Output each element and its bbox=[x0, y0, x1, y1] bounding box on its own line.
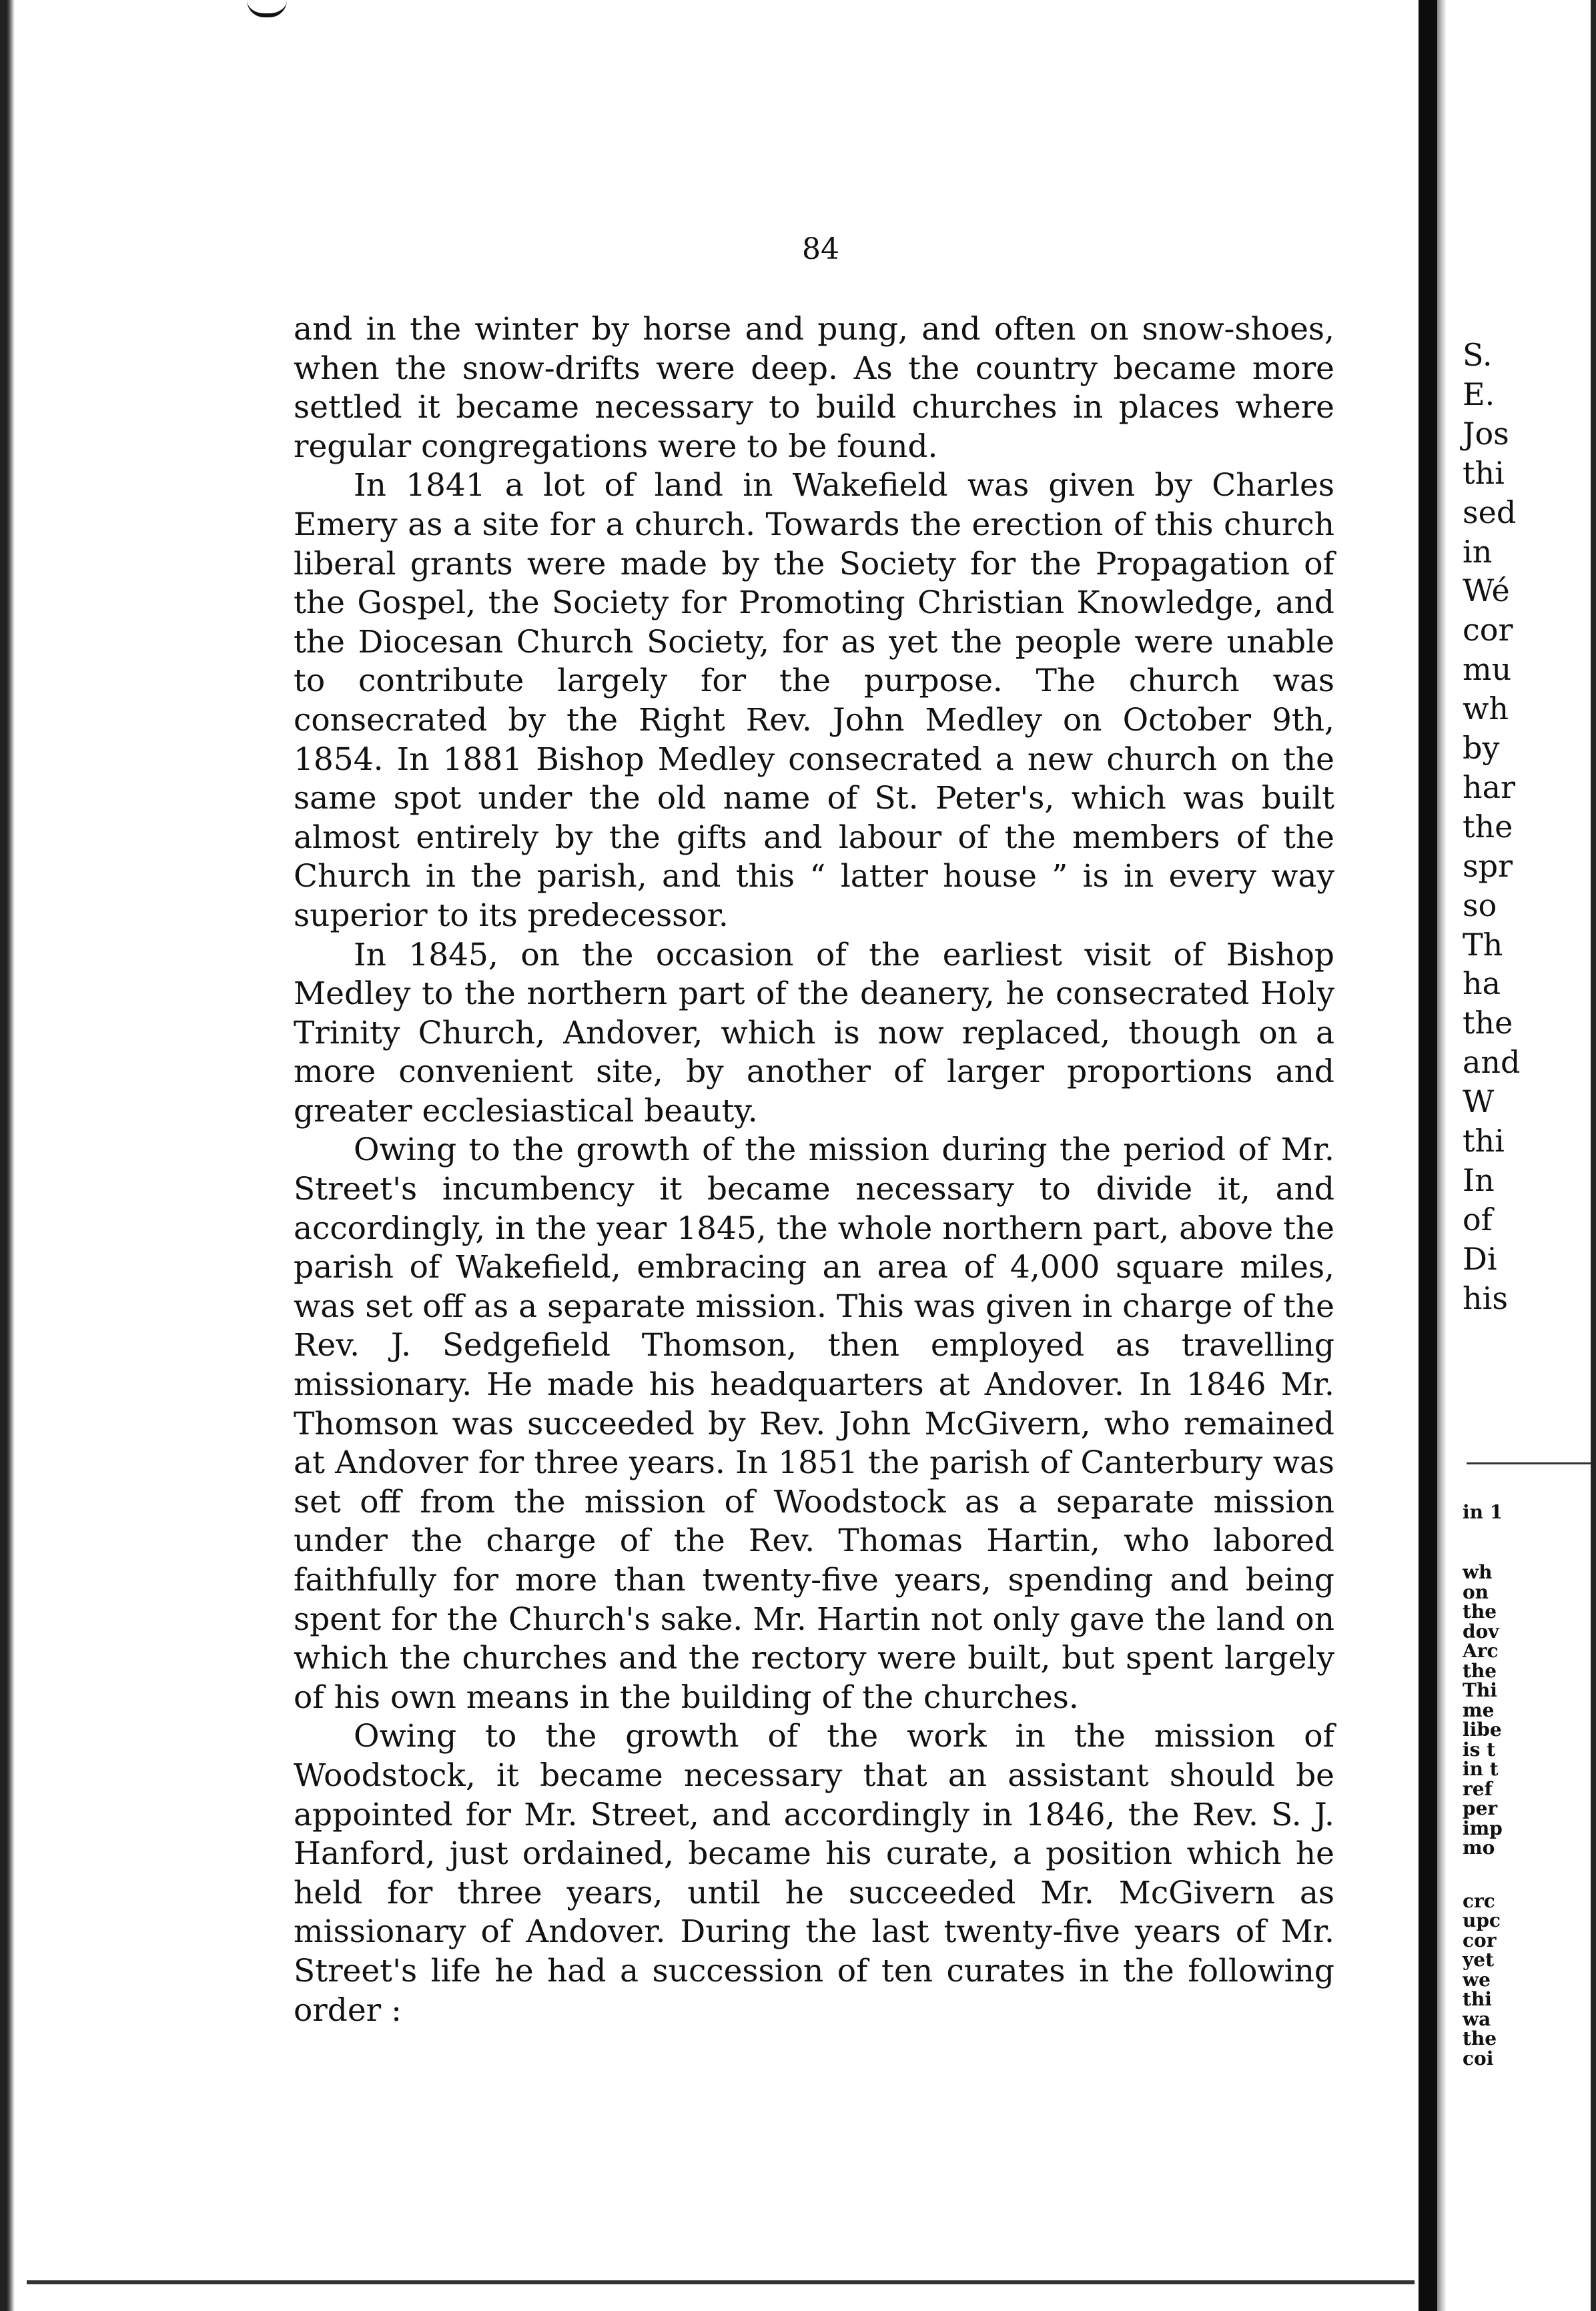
facing-page-line: sed bbox=[1463, 494, 1517, 530]
facing-page-line: in bbox=[1463, 533, 1493, 570]
facing-page-footnote-line: the bbox=[1463, 1600, 1497, 1623]
facing-page-footnote-line: Arc bbox=[1463, 1640, 1499, 1662]
facing-page-footnote-line: cor bbox=[1463, 1929, 1497, 1951]
scan-left-edge bbox=[0, 0, 15, 2311]
facing-page-line: wh bbox=[1463, 690, 1509, 727]
book-gutter bbox=[1419, 0, 1437, 2311]
facing-page-fragment bbox=[1447, 0, 1596, 2311]
facing-page-line: har bbox=[1463, 769, 1516, 805]
body-text bbox=[294, 310, 1334, 2030]
facing-page-footnote-line: me bbox=[1463, 1699, 1495, 1721]
facing-page-line: by bbox=[1463, 730, 1500, 766]
facing-page-line: thi bbox=[1463, 454, 1505, 491]
scan-bottom-edge bbox=[27, 2280, 1415, 2284]
paragraph: and in the winter by horse and pung, and often on snow-shoes, when the snow-drifts were deep. As the country became more settled it became necessary to build churches in places where regular congregations were to be found. bbox=[294, 311, 1334, 465]
facing-page-footnote-line: thi bbox=[1463, 1988, 1492, 2010]
facing-page-footnote-line: Thi bbox=[1463, 1679, 1497, 1701]
facing-page-line: Wé bbox=[1463, 572, 1510, 609]
facing-page-line: mu bbox=[1463, 651, 1512, 688]
paragraph: In 1841 a lot of land in Wakefield was given by Charles Emery as a site for a church. Towards the erection of this church liberal grants were made by the Society for the Propagation of the Gospel, the Society for Promoting Christian Knowledge, and the Diocesan Church Society, for as yet the people were unable to contribute largely for the purpose. The church was consecrated by the Right Rev. John Medley on October 9th, 1854. In 1881 Bishop Medley consecrated a new church on the same spot under the old name of St. Peter's, which was built almost entirely by the gifts and labour of the members of the Church in the parish, and this “ latter house ” is in every way superior to its predecessor. bbox=[294, 467, 1334, 934]
facing-page-footnote-line: is t bbox=[1463, 1738, 1496, 1761]
facing-page-line: E. bbox=[1463, 376, 1495, 412]
facing-page-line: spr bbox=[1463, 847, 1513, 884]
facing-page-line: Jos bbox=[1463, 415, 1509, 452]
facing-page-footnote-line: we bbox=[1463, 1968, 1491, 1991]
footnote-rule bbox=[1467, 1462, 1596, 1464]
facing-page-footnote-line: wh bbox=[1463, 1561, 1493, 1583]
left-page bbox=[20, 0, 1419, 2311]
facing-page-footnote-line: in 1 bbox=[1463, 1501, 1503, 1523]
facing-page-footnote-line: crc bbox=[1463, 1889, 1495, 1912]
facing-page-footnote-line: imp bbox=[1463, 1817, 1503, 1839]
paragraph: Owing to the growth of the mission during the period of Mr. Street's incumbency it became necessary to divide it, and accordingly, in the year 1845, the whole northern part, above the parish of Wakefield, embracing an area of 4,000 square miles, was set off as a separate mission. This was given in charge of the Rev. J. Sedgefield Thomson, then employed as travelling missionary. He made his headquarters at Andover. In 1846 Mr. Thomson was succeeded by Rev. John McGivern, who remained at Andover for three years. In 1851 the parish of Canterbury was set off from the mission of Woodstock as a separate mission under the charge of the Rev. Thomas Hartin, who labored faithfully for more than twenty-five years, spending and being spent for the Church's sake. Mr. Hartin not only gave the land on which the churches and the rectory were built, but spent largely of his own means in the building of the churches. bbox=[294, 1131, 1334, 1716]
facing-page-footnote-line: the bbox=[1463, 1659, 1497, 1682]
facing-page-footnote-line: upc bbox=[1463, 1909, 1501, 1931]
facing-page-footnote-line: ref bbox=[1463, 1777, 1493, 1800]
facing-page-line: and bbox=[1463, 1044, 1521, 1081]
facing-page-footnote-line: in t bbox=[1463, 1758, 1499, 1780]
facing-page-footnote-line: dov bbox=[1463, 1620, 1499, 1643]
page-number: 84 bbox=[802, 232, 839, 266]
facing-page-line: Th bbox=[1463, 926, 1503, 963]
facing-page-line: Di bbox=[1463, 1240, 1497, 1277]
facing-page-line: In bbox=[1463, 1162, 1495, 1198]
facing-page-line: S. bbox=[1463, 337, 1493, 373]
gutter-shadow bbox=[1437, 0, 1447, 2311]
facing-page-footnote-line: libe bbox=[1463, 1719, 1502, 1741]
facing-page-footnote-line: on bbox=[1463, 1580, 1489, 1603]
facing-page-line: his bbox=[1463, 1280, 1508, 1316]
facing-page-line: of bbox=[1463, 1201, 1493, 1238]
facing-page-footnote-line: per bbox=[1463, 1797, 1498, 1819]
paragraph: In 1845, on the occasion of the earliest visit of Bishop Medley to the northern part of the deanery, he consecrated Holy Trinity Church, Andover, which is now replaced, though on a more convenient site, by another of larger proportions and greater ecclesiastical beauty. bbox=[294, 936, 1334, 1129]
facing-page-footnote-line: mo bbox=[1463, 1837, 1495, 1859]
facing-page-footnote-line: coi bbox=[1463, 2047, 1494, 2069]
paragraph: Owing to the growth of the work in the mission of Woodstock, it became necessary that an assistant should be appointed for Mr. Street, and accordingly in 1846, the Rev. S. J. Hanford, just ordained, became his curate, a position which he held for three years, until he succeeded Mr. McGivern as missionary of Andover. During the last twenty-five years of Mr. Street's life he had a succession of ten curates in the following order : bbox=[294, 1718, 1334, 2029]
facing-page-line: so bbox=[1463, 887, 1497, 923]
facing-page-line: the bbox=[1463, 808, 1513, 845]
facing-page-line: thi bbox=[1463, 1123, 1505, 1159]
facing-page-footnote-line: the bbox=[1463, 2027, 1497, 2049]
facing-page-line: ha bbox=[1463, 965, 1501, 1002]
facing-page-line: the bbox=[1463, 1005, 1513, 1041]
facing-page-footnote-line: yet bbox=[1463, 1949, 1495, 1971]
facing-page-line: W bbox=[1463, 1083, 1495, 1120]
facing-page-footnote-line: wa bbox=[1463, 2007, 1491, 2030]
facing-page-line: cor bbox=[1463, 612, 1513, 648]
